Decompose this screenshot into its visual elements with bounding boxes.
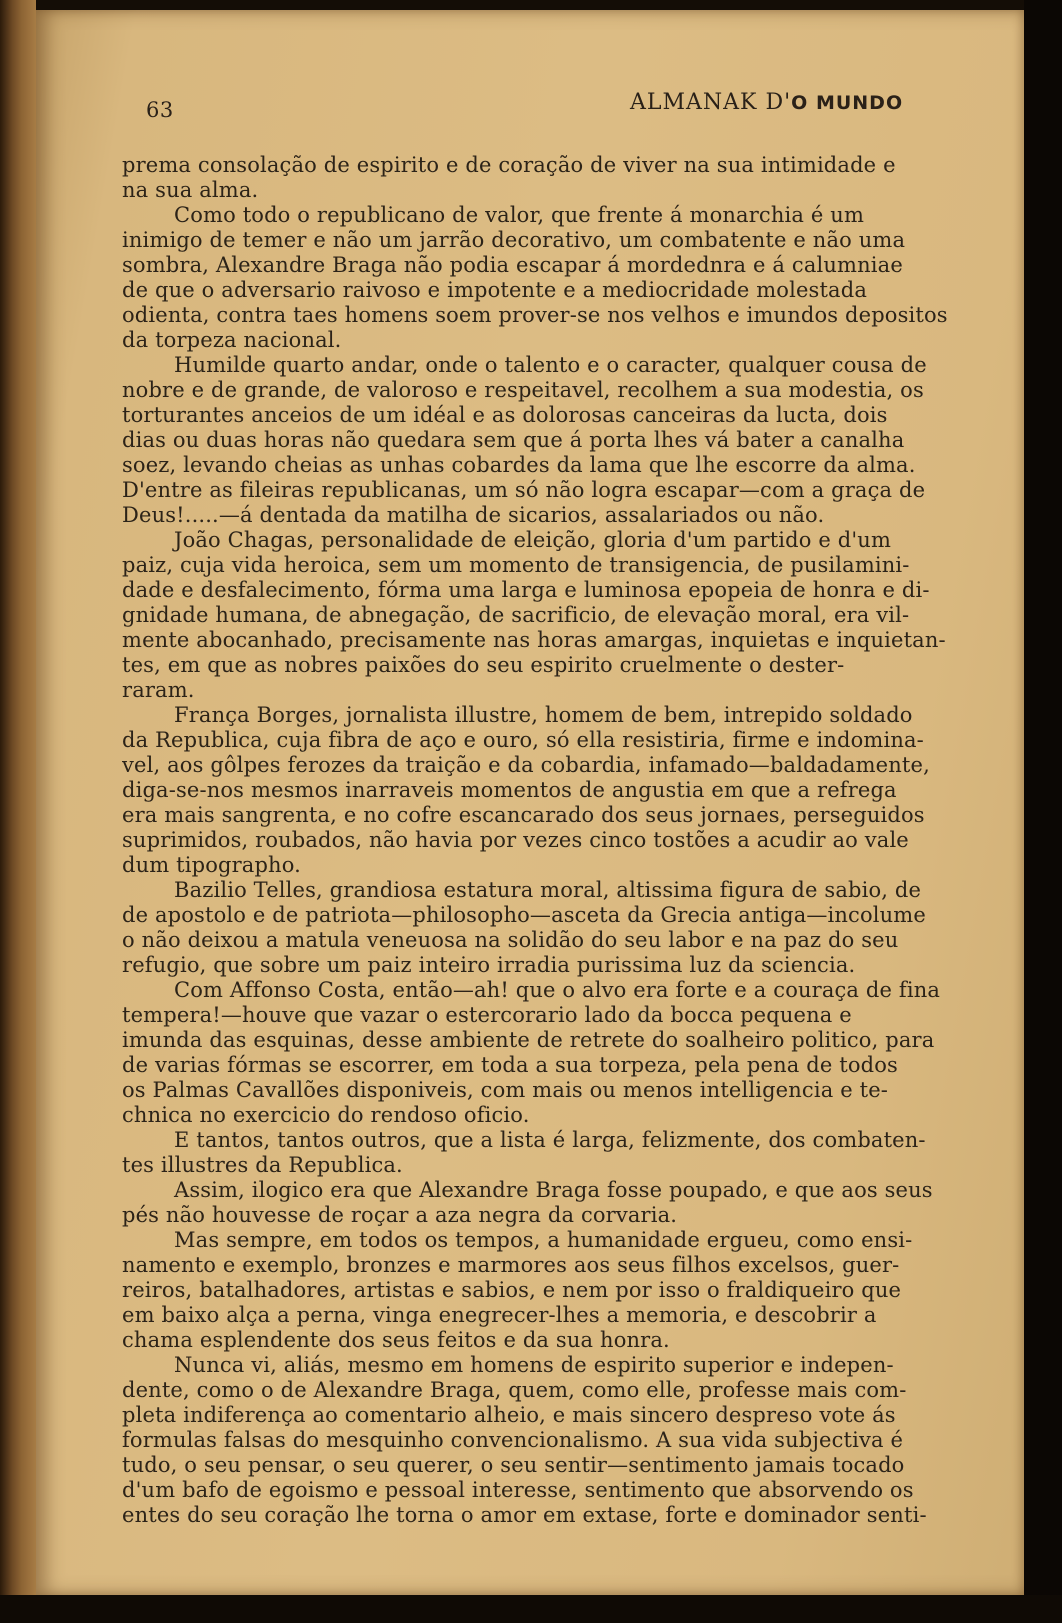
- text-line: pleta indiferença ao comentario alheio, e mais sincero despreso vote ás: [122, 1403, 896, 1427]
- text-line: odienta, contra taes homens soem prover-se nos velhos e imundos depositos: [122, 303, 948, 327]
- text-line: entes do seu coração lhe torna o amor em extase, forte e dominador senti-: [122, 1503, 927, 1527]
- text-line: namento e exemplo, bronzes e marmores aos seus filhos excelsos, guer-: [122, 1253, 900, 1277]
- text-line: os Palmas Cavallões disponiveis, com mais ou menos intelligencia e te-: [122, 1078, 889, 1102]
- text-line: suprimidos, roubados, não havia por vezes cinco tostões a acudir ao vale: [122, 828, 909, 852]
- text-line: o não deixou a matula veneuosa na solidão do seu labor e na paz do seu: [122, 928, 899, 952]
- text-line: diga-se-nos mesmos inarraveis momentos de angustia em que a refrega: [122, 778, 897, 802]
- text-line: tempera!—houve que vazar o estercorario lado da bocca pequena e: [122, 1003, 852, 1027]
- text-line: Com Affonso Costa, então—ah! que o alvo era forte e a couraça de fina: [174, 978, 941, 1002]
- text-line: D'entre as fileiras republicanas, um só não logra escapar—com a graça de: [122, 478, 926, 502]
- text-line: raram.: [122, 678, 195, 702]
- text-line: Bazilio Telles, grandiosa estatura moral, altissima figura de sabio, de: [174, 878, 922, 902]
- text-line: prema consolação de espirito e de coração de viver na sua intimidade e: [122, 153, 896, 177]
- running-head: [630, 90, 903, 115]
- text-line: formulas falsas do mesquinho convencionalismo. A sua vida subjectiva é: [122, 1428, 904, 1452]
- text-line: Nunca vi, aliás, mesmo em homens de espirito superior e indepen-: [174, 1353, 894, 1377]
- text-line: Mas sempre, em todos os tempos, a humanidade ergueu, como ensi-: [174, 1228, 913, 1252]
- text-line: sombra, Alexandre Braga não podia escapar á mordednra e á calumniae: [122, 253, 903, 277]
- running-head-title: ALMANAK D': [630, 90, 792, 115]
- text-line: da torpeza nacional.: [122, 328, 342, 352]
- page-header: [36, 86, 1024, 126]
- text-line: dum tipographo.: [122, 853, 301, 877]
- text-line: Como todo o republicano de valor, que frente á monarchia é um: [174, 203, 865, 227]
- text-line: vel, aos gôlpes ferozes da traição e da cobardia, infamado—baldadamente,: [122, 753, 930, 777]
- text-line: dias ou duas horas não quedara sem que á porta lhes vá bater a canalha: [122, 428, 905, 452]
- text-line: torturantes anceios de um idéal e as dolorosas canceiras da lucta, dois: [122, 403, 888, 427]
- text-line: em baixo alça a perna, vinga enegrecer-lhes a memoria, e descobrir a: [122, 1303, 877, 1327]
- text-line: refugio, que sobre um paiz inteiro irradia purissima luz da sciencia.: [122, 953, 856, 977]
- book-page: [36, 10, 1024, 1595]
- page-number: 63: [146, 98, 174, 122]
- text-line: soez, levando cheias as unhas cobardes da lama que lhe escorre da alma.: [122, 453, 916, 477]
- text-line: na sua alma.: [122, 178, 259, 202]
- text-line: da Republica, cuja fibra de aço e ouro, só ella resistiria, firme e indomina-: [122, 728, 924, 752]
- text-line: dente, como o de Alexandre Braga, quem, como elle, professe mais com-: [122, 1378, 907, 1402]
- body-text: [122, 153, 992, 1528]
- text-line: reiros, batalhadores, artistas e sabios, e nem por isso o fraldiqueiro que: [122, 1278, 902, 1302]
- text-line: mente abocanhado, precisamente nas horas amargas, inquietas e inquietan-: [122, 628, 946, 652]
- text-line: de apostolo e de patriota—philosopho—asceta da Grecia antiga—incolume: [122, 903, 926, 927]
- text-line: dade e desfalecimento, fórma uma larga e luminosa epopeia de honra e di-: [122, 578, 930, 602]
- running-head-brand: O MUNDO: [791, 92, 904, 114]
- text-line: chama esplendente dos seus feitos e da sua honra.: [122, 1328, 670, 1352]
- right-margin-shadow: [1024, 0, 1062, 1623]
- text-line: de que o adversario raivoso e impotente e a mediocridade molestada: [122, 278, 867, 302]
- text-line: nobre e de grande, de valoroso e respeitavel, recolhem a sua modestia, os: [122, 378, 924, 402]
- text-line: Deus!.....—á dentada da matilha de sicarios, assalariados ou não.: [122, 503, 825, 527]
- text-line: de varias fórmas se escorrer, em toda a sua torpeza, pela pena de todos: [122, 1053, 898, 1077]
- text-line: inimigo de temer e não um jarrão decorativo, um combatente e não uma: [122, 228, 906, 252]
- text-line: era mais sangrenta, e no cofre escancarado dos seus jornaes, perseguidos: [122, 803, 925, 827]
- book-gutter: [0, 0, 36, 1623]
- text-line: tes, em que as nobres paixões do seu espirito cruelmente o dester-: [122, 653, 845, 677]
- text-line: imunda das esquinas, desse ambiente de retrete do soalheiro politico, para: [122, 1028, 935, 1052]
- text-line: João Chagas, personalidade de eleição, gloria d'um partido e d'um: [174, 528, 892, 552]
- text-line: tes illustres da Republica.: [122, 1153, 403, 1177]
- text-line: E tantos, tantos outros, que a lista é larga, felizmente, dos combaten-: [174, 1128, 926, 1152]
- text-line: paiz, cuja vida heroica, sem um momento de transigencia, de pusilamini-: [122, 553, 910, 577]
- text-line: gnidade humana, de abnegação, de sacrificio, de elevação moral, era vil-: [122, 603, 910, 627]
- text-line: Humilde quarto andar, onde o talento e o caracter, qualquer cousa de: [174, 353, 927, 377]
- text-line: França Borges, jornalista illustre, homem de bem, intrepido soldado: [174, 703, 913, 727]
- text-line: tudo, o seu pensar, o seu querer, o seu sentir—sentimento jamais tocado: [122, 1453, 905, 1477]
- text-line: d'um bafo de egoismo e pessoal interesse, sentimento que absorvendo os: [122, 1478, 914, 1502]
- text-line: pés não houvesse de roçar a aza negra da corvaria.: [122, 1203, 678, 1227]
- text-line: chnica no exercicio do rendoso oficio.: [122, 1103, 530, 1127]
- text-line: Assim, ilogico era que Alexandre Braga fosse poupado, e que aos seus: [174, 1178, 933, 1202]
- bottom-margin-shadow: [0, 1595, 1062, 1623]
